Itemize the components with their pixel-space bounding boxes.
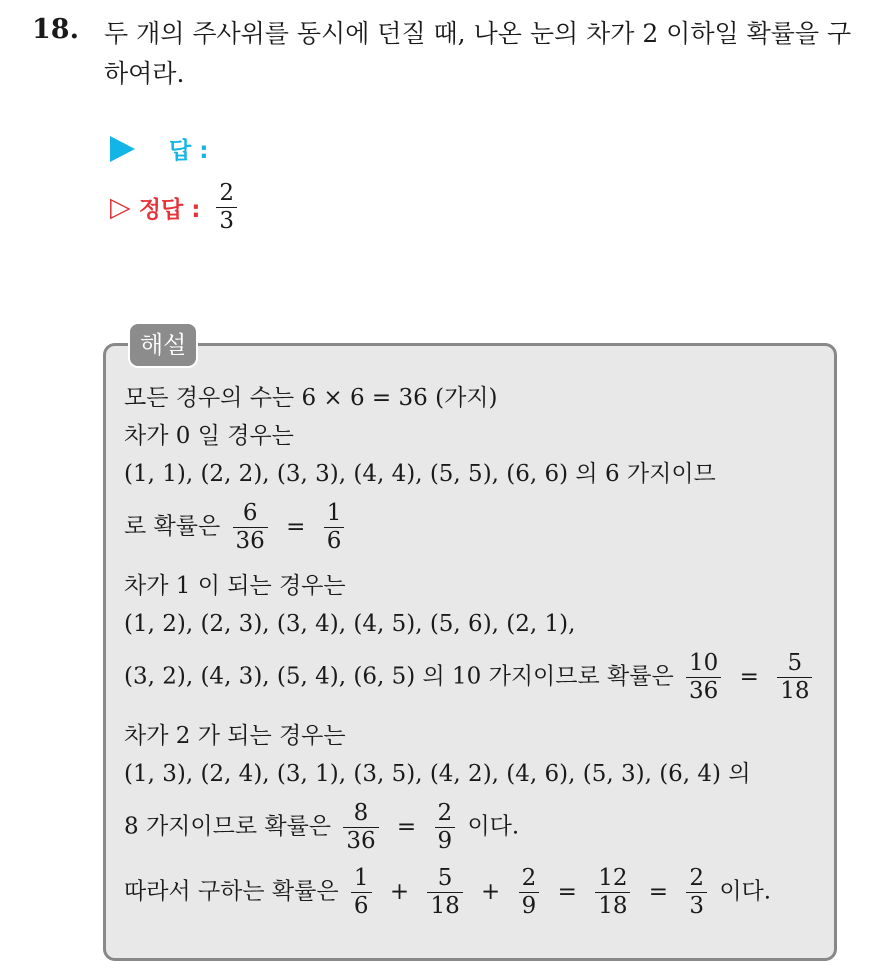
equals-sign: = — [396, 813, 417, 840]
fraction-numerator: 1 — [353, 865, 369, 891]
fraction-denominator: 3 — [216, 207, 237, 235]
answer-label: 답 : — [169, 138, 209, 164]
explanation-line-4 — [124, 500, 349, 555]
solution-answer-label: 정답 : — [138, 197, 201, 223]
fraction — [343, 800, 378, 855]
filled-triangle-icon — [110, 136, 135, 162]
fraction-numerator: 6 — [242, 500, 258, 526]
line-4-text: 로 확률은 — [124, 513, 221, 540]
fraction-denominator: 3 — [686, 892, 707, 920]
fraction-denominator: 18 — [427, 892, 462, 920]
fraction-denominator: 9 — [519, 892, 540, 920]
fraction-denominator: 6 — [351, 892, 372, 920]
explanation-line-10 — [124, 800, 519, 855]
solution-answer-fraction — [216, 180, 237, 235]
explanation-tab: 해설 — [128, 322, 198, 368]
explanation-line-8: 차가 2 가 되는 경우는 — [124, 723, 346, 749]
fraction — [519, 865, 540, 920]
line-10-text: 8 가지이므로 확률은 — [124, 813, 331, 840]
line-7-text: (3, 2), (4, 3), (5, 4), (6, 5) 의 10 가지이므로 확률은 — [124, 663, 674, 690]
outline-triangle-icon: ▷ — [110, 192, 131, 223]
line-11-suffix: 이다. — [719, 878, 772, 905]
fraction — [351, 865, 372, 920]
explanation-line-5: 차가 1 이 되는 경우는 — [124, 573, 346, 599]
fraction-numerator: 2 — [219, 180, 235, 206]
line-11-text: 따라서 구하는 확률은 — [124, 878, 339, 905]
fraction-denominator: 6 — [324, 527, 345, 555]
fraction-denominator: 18 — [777, 677, 812, 705]
equals-sign: = — [648, 878, 669, 905]
explanation-line-3: (1, 1), (2, 2), (3, 3), (4, 4), (5, 5), (6, 6) 의 6 가지이므 — [124, 461, 716, 487]
explanation-line-1: 모든 경우의 수는 6 × 6 = 36 (가지) — [124, 385, 498, 411]
fraction-numerator: 12 — [598, 865, 628, 891]
equals-sign: = — [286, 513, 306, 540]
fraction-denominator: 36 — [686, 677, 721, 705]
fraction-numerator: 2 — [689, 865, 705, 891]
fraction-numerator: 5 — [787, 650, 803, 676]
fraction — [777, 650, 812, 705]
explanation-line-11 — [124, 865, 771, 920]
fraction-numerator: 5 — [437, 865, 453, 891]
explanation-line-7 — [124, 650, 817, 705]
fraction-denominator: 36 — [233, 527, 268, 555]
plus-sign: + — [481, 878, 501, 905]
fraction — [595, 865, 630, 920]
explanation-line-6: (1, 2), (2, 3), (3, 4), (4, 5), (5, 6), (2, 1), — [124, 611, 576, 637]
fraction — [686, 650, 721, 705]
fraction-numerator: 10 — [689, 650, 719, 676]
solution-answer-row — [110, 180, 242, 235]
plus-sign: + — [389, 878, 410, 905]
explanation-line-9: (1, 3), (2, 4), (3, 1), (3, 5), (4, 2), (4, 6), (5, 3), (6, 4) 의 — [124, 761, 751, 787]
fraction-denominator: 36 — [343, 827, 378, 855]
fraction-denominator: 18 — [595, 892, 630, 920]
fraction — [686, 865, 707, 920]
equals-sign: = — [739, 663, 759, 690]
question-text: 두 개의 주사위를 동시에 던질 때, 나온 눈의 차가 2 이하일 확률을 구하여라. — [104, 19, 852, 88]
fraction — [435, 800, 456, 855]
line-10-suffix: 이다. — [467, 813, 520, 840]
fraction-numerator: 2 — [437, 800, 453, 826]
fraction — [427, 865, 462, 920]
fraction-numerator: 2 — [521, 865, 537, 891]
fraction — [233, 500, 268, 555]
equals-sign: = — [557, 878, 577, 905]
explanation-line-2: 차가 0 일 경우는 — [124, 423, 294, 449]
question-number: 18. — [32, 14, 79, 45]
fraction-denominator: 9 — [435, 827, 456, 855]
fraction — [324, 500, 345, 555]
answer-row — [110, 132, 208, 165]
fraction-numerator: 8 — [353, 800, 369, 826]
fraction-numerator: 1 — [326, 500, 342, 526]
